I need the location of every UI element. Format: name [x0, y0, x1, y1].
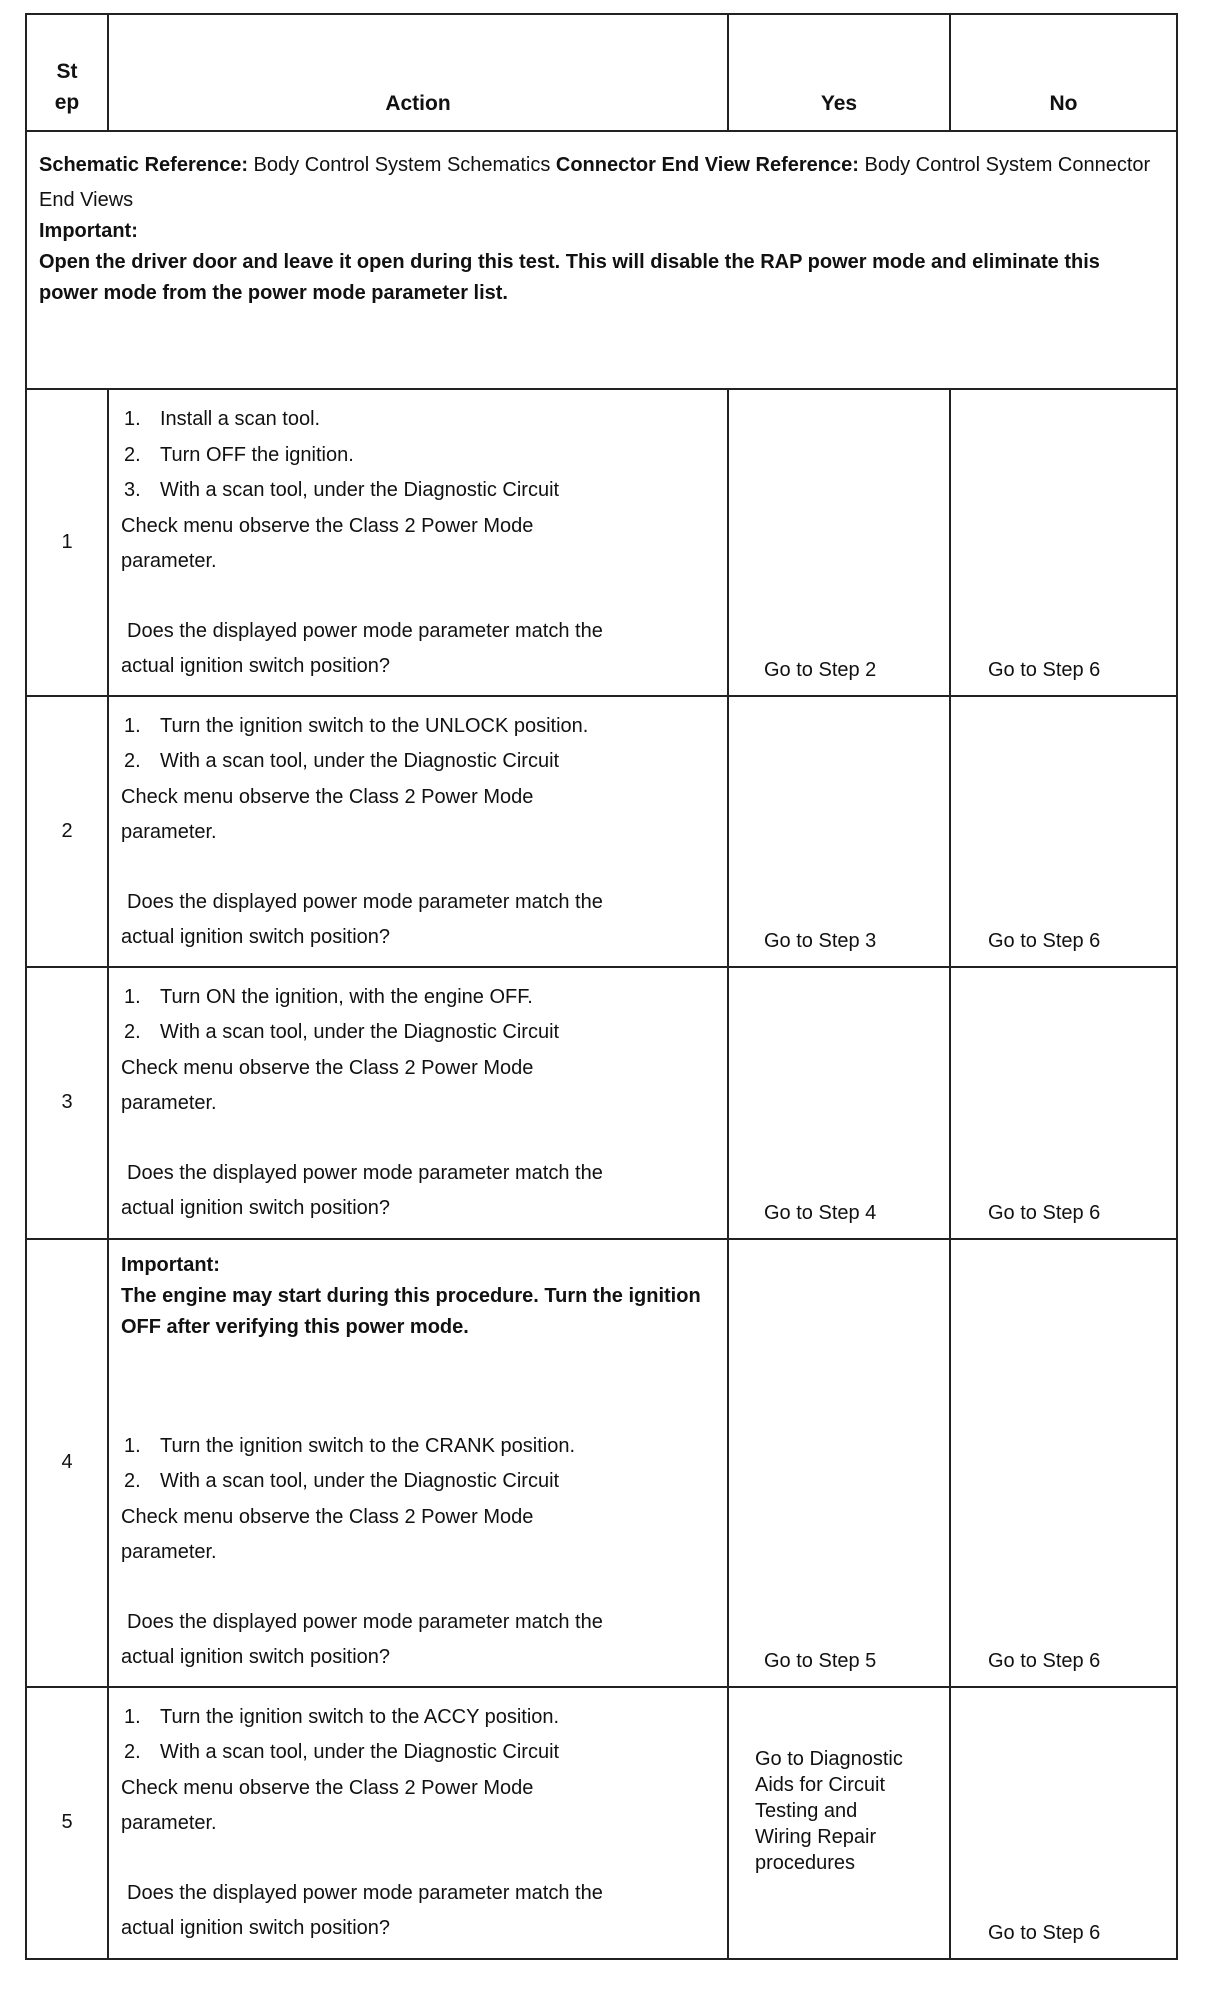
step-question: Does the displayed power mode parameter match the actual ignition switch position? — [121, 890, 603, 948]
action-item: 1. Turn ON the ignition, with the engine OFF. — [124, 985, 533, 1008]
yes-result: Go to Step 5 — [728, 1239, 950, 1687]
step-row-5 — [26, 1687, 1177, 1959]
yes-result: Go to Step 3 — [728, 696, 950, 967]
action-item: 2. With a scan tool, under the Diagnostic Circuit — [124, 750, 560, 772]
header-step: St ep — [26, 14, 108, 131]
action-continuation: parameter. — [121, 1092, 217, 1114]
intro-cell — [26, 131, 1177, 389]
step-number: 3 — [26, 967, 108, 1239]
action-item: 2. With a scan tool, under the Diagnostic Circuit — [124, 1470, 560, 1492]
action-item: 1. Turn the ignition switch to the ACCY position. — [124, 1705, 560, 1728]
step-row-4 — [26, 1239, 1177, 1687]
header-yes: Yes — [728, 14, 950, 131]
step-action — [108, 967, 728, 1239]
action-continuation: Check menu observe the Class 2 Power Mode — [121, 1056, 534, 1079]
step-row-2 — [26, 696, 1177, 967]
action-continuation: Check menu observe the Class 2 Power Mode — [121, 785, 534, 808]
header-action: Action — [108, 14, 728, 131]
intro-important-text: Open the driver door and leave it open during this test. This will disable the RAP power mode and eliminate this power mode from the power mode parameter list. — [39, 251, 1100, 304]
step-important-text: The engine may start during this procedure. Turn the ignition OFF after verifying this power mode. — [121, 1284, 701, 1338]
step-question: Does the displayed power mode parameter match the actual ignition switch position? — [121, 619, 603, 677]
action-continuation: Check menu observe the Class 2 Power Mode — [121, 1776, 534, 1799]
action-item: 1. Turn the ignition switch to the UNLOCK position. — [124, 714, 589, 737]
step-number: 4 — [26, 1239, 108, 1687]
step-number: 1 — [26, 389, 108, 696]
action-item: 2. With a scan tool, under the Diagnostic Circuit — [124, 1741, 560, 1763]
yes-result: Go to Step 2 — [728, 389, 950, 696]
intro-row — [26, 131, 1177, 389]
intro-important-label: Important: — [39, 220, 138, 242]
step-number: 2 — [26, 696, 108, 967]
step-row-1 — [26, 389, 1177, 696]
step-action — [108, 1239, 728, 1687]
action-continuation: Check menu observe the Class 2 Power Mode — [121, 1505, 534, 1528]
diagnostic-table — [25, 13, 1178, 1960]
no-result: Go to Step 6 — [950, 1239, 1177, 1687]
no-result: Go to Step 6 — [950, 967, 1177, 1239]
header-row — [26, 14, 1177, 131]
step-question: Does the displayed power mode parameter match the actual ignition switch position? — [121, 1161, 603, 1219]
step-important-label: Important: — [121, 1253, 220, 1276]
step-number: 5 — [26, 1687, 108, 1959]
action-item: 1. Turn the ignition switch to the CRANK position. — [124, 1434, 576, 1457]
action-item: 1. Install a scan tool. — [124, 408, 321, 430]
yes-result: Go to Step 4 — [728, 967, 950, 1239]
no-result: Go to Step 6 — [950, 1687, 1177, 1959]
schematic-value: Body Control System Schematics — [253, 154, 551, 176]
step-action — [108, 389, 728, 696]
action-item: 2. With a scan tool, under the Diagnostic Circuit — [124, 1021, 560, 1043]
yes-result: Go to Diagnostic Aids for Circuit Testing and Wiring Repair procedures — [728, 1687, 950, 1959]
action-continuation: Check menu observe the Class 2 Power Mode — [121, 514, 534, 537]
action-continuation: parameter. — [121, 1812, 217, 1834]
action-item: 2. Turn OFF the ignition. — [124, 443, 354, 466]
schematic-label: Schematic Reference: — [39, 154, 248, 176]
step-question: Does the displayed power mode parameter match the actual ignition switch position? — [121, 1610, 603, 1668]
action-item: 3. With a scan tool, under the Diagnostic Circuit — [124, 479, 560, 501]
no-result: Go to Step 6 — [950, 696, 1177, 967]
connector-label: Connector End View Reference: — [555, 154, 859, 176]
references — [39, 148, 1164, 218]
step-row-3 — [26, 967, 1177, 1239]
action-continuation: parameter. — [121, 1541, 217, 1563]
no-result: Go to Step 6 — [950, 389, 1177, 696]
header-no: No — [950, 14, 1177, 131]
connector-value: Body Control System Connector End Views — [39, 154, 1151, 211]
step-action — [108, 1687, 728, 1959]
action-continuation: parameter. — [121, 821, 217, 843]
step-question: Does the displayed power mode parameter match the actual ignition switch position? — [121, 1881, 603, 1939]
action-continuation: parameter. — [121, 550, 217, 572]
step-action — [108, 696, 728, 967]
